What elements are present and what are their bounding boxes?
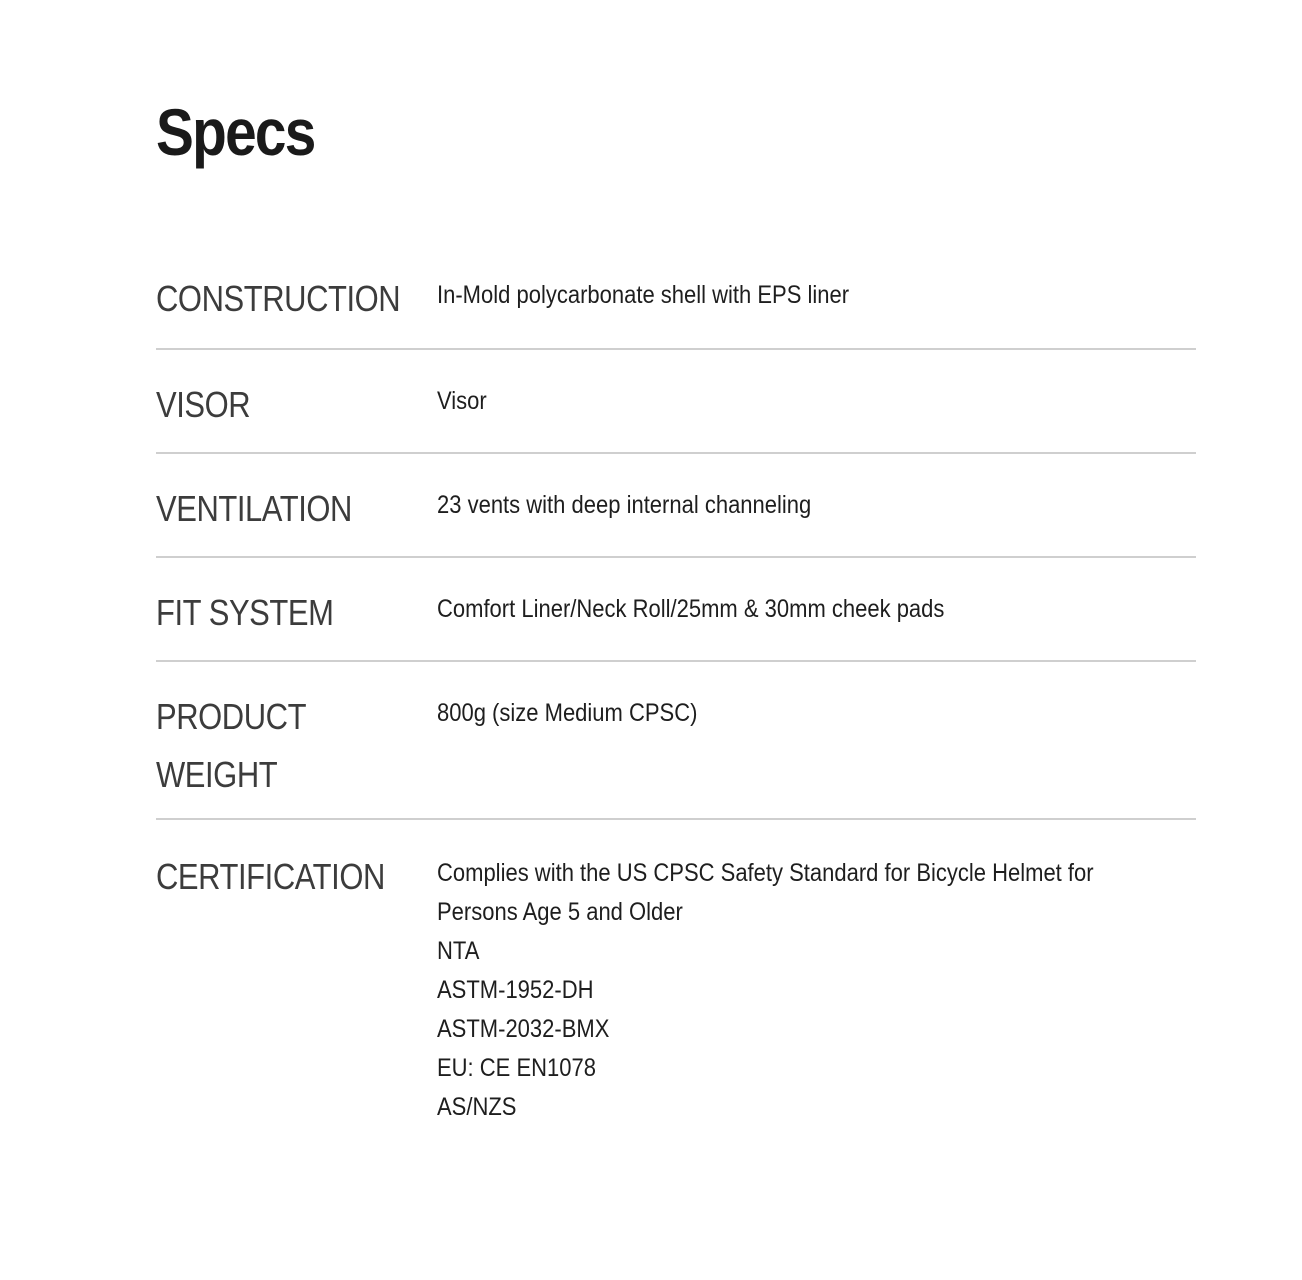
spec-row-visor [156, 350, 1196, 454]
spec-label: VENTILATION [156, 488, 352, 529]
spec-value [437, 854, 1105, 1140]
spec-label: CERTIFICATION [156, 856, 385, 897]
spec-value-line: EU: CE EN1078 [437, 1054, 596, 1082]
spec-value [437, 276, 1105, 348]
spec-value-line: Visor [437, 387, 487, 415]
spec-value-line: Complies with the US CPSC Safety Standard for Bicycle Helmet for [437, 859, 1094, 887]
spec-row-fit-system [156, 558, 1196, 662]
spec-value-line: Comfort Liner/Neck Roll/25mm & 30mm cheek pads [437, 595, 945, 623]
spec-value-line: AS/NZS [437, 1093, 517, 1121]
spec-value-line: 800g (size Medium CPSC) [437, 699, 698, 727]
spec-value-line: Persons Age 5 and Older [437, 898, 683, 926]
spec-label-line: WEIGHT [156, 754, 278, 795]
spec-label: CONSTRUCTION [156, 278, 401, 319]
spec-value-line: 23 vents with deep internal channeling [437, 491, 812, 519]
spec-label [156, 688, 398, 818]
spec-value-line: ASTM-2032-BMX [437, 1015, 610, 1043]
spec-label: FIT SYSTEM [156, 592, 334, 633]
spec-row-ventilation [156, 454, 1196, 558]
spec-value-line: NTA [437, 937, 480, 965]
spec-label: VISOR [156, 384, 251, 425]
spec-value [437, 486, 1105, 556]
specs-table [156, 244, 1196, 1140]
spec-value-line: ASTM-1952-DH [437, 976, 594, 1004]
spec-row-construction [156, 244, 1196, 350]
spec-value [437, 382, 1105, 452]
spec-row-certification [156, 820, 1196, 1140]
spec-row-product-weight [156, 662, 1196, 820]
page-title: Specs [156, 95, 315, 169]
spec-label-line: PRODUCT [156, 696, 307, 737]
spec-value [437, 694, 1105, 818]
spec-value-line: In-Mold polycarbonate shell with EPS liner [437, 281, 850, 309]
spec-value [437, 590, 1105, 660]
